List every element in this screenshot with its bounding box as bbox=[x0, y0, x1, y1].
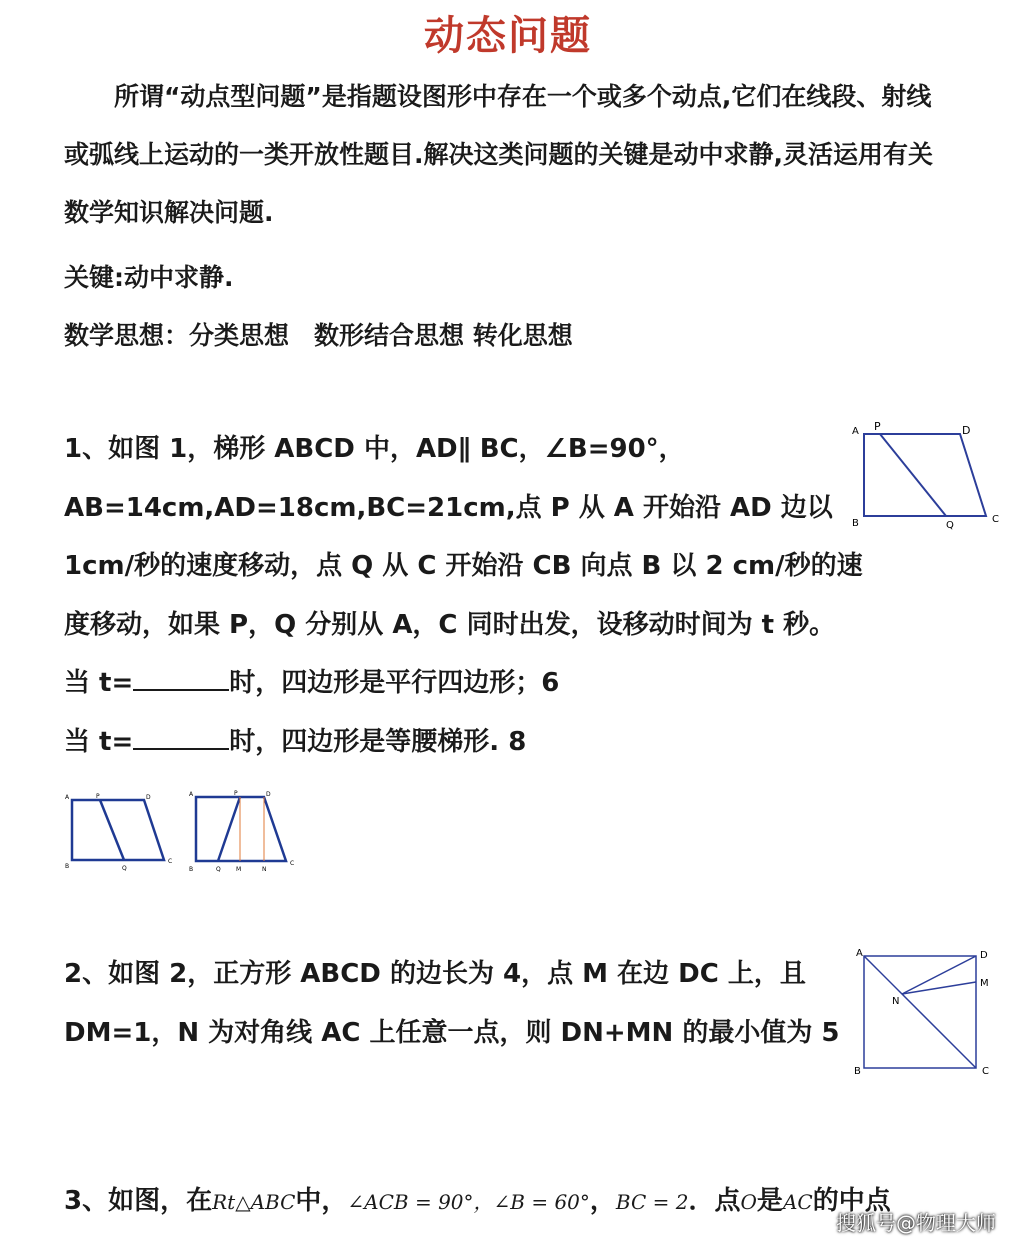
svg-text:P: P bbox=[96, 793, 100, 800]
fig1-label-a: A bbox=[852, 426, 859, 437]
question-2: 2、如图 2，正方形 ABCD 的边长为 4，点 M 在边 DC 上，且 DM=1，N 为对角线 AC 上任意一点，则 DN+MN 的最小值为 5 bbox=[64, 959, 840, 1048]
svg-text:P: P bbox=[234, 790, 238, 797]
answer-blank-1 bbox=[133, 669, 229, 691]
q3-prefix: 3、如图，在 bbox=[64, 1186, 213, 1216]
svg-text:A: A bbox=[189, 791, 194, 798]
fig2-label-c: C bbox=[982, 1066, 989, 1077]
q3-angles: ∠ACB = 90°，∠B = 60° bbox=[347, 1190, 590, 1214]
figure-1-isosceles-case bbox=[186, 787, 301, 877]
svg-text:C: C bbox=[290, 860, 295, 867]
fig2-label-b: B bbox=[854, 1066, 861, 1077]
question-1-answer-1 bbox=[64, 654, 954, 713]
svg-text:Q: Q bbox=[122, 865, 127, 872]
svg-text:N: N bbox=[262, 866, 267, 873]
figure-2-square bbox=[852, 944, 1002, 1079]
q3-point-o: O bbox=[740, 1190, 757, 1214]
svg-text:Q: Q bbox=[216, 866, 221, 873]
q3-suffix2: 是 bbox=[756, 1186, 783, 1216]
answer-2-prefix: 当 t= bbox=[64, 726, 134, 757]
key-line: 关键:动中求静. bbox=[64, 263, 234, 292]
watermark: 搜狐号@物理大师 bbox=[836, 1211, 996, 1235]
fig2-label-m: M bbox=[980, 978, 989, 989]
svg-text:D: D bbox=[146, 794, 151, 801]
question-1-text: 1、如图 1，梯形 ABCD 中，AD∥ BC，∠B=90°，AB=14cm,AD=18cm,BC=21cm,点 P 从 A 开始沿 AD 边以 1cm/秒的速度移动，点 Q 从 C 开始沿 CB 向点 B 以 2 cm/秒的速度移动，如果 P，Q 分别从 A，C 同时出发，设移动时间为 t 秒。 bbox=[64, 434, 863, 640]
svg-text:B: B bbox=[189, 866, 194, 873]
answer-1-prefix: 当 t= bbox=[64, 668, 134, 698]
question-3 bbox=[64, 1180, 944, 1217]
fig1-label-d: D bbox=[962, 424, 971, 437]
q3-sep: ， bbox=[589, 1186, 616, 1216]
answer-2-suffix: 时，四边形是等腰梯形. 8 bbox=[229, 726, 527, 757]
q3-bc: BC = 2 bbox=[615, 1190, 689, 1214]
fig2-label-n: N bbox=[892, 996, 900, 1007]
q3-triangle: Rt△ABC bbox=[212, 1190, 296, 1214]
answer-1-suffix: 时，四边形是平行四边形；6 bbox=[229, 668, 560, 698]
answer-blank-2 bbox=[133, 728, 229, 750]
q3-suffix1: ．点 bbox=[688, 1186, 741, 1216]
svg-text:M: M bbox=[236, 866, 242, 873]
svg-text:C: C bbox=[168, 858, 173, 865]
svg-text:B: B bbox=[65, 863, 70, 870]
fig1-label-q: Q bbox=[946, 520, 954, 531]
fig2-label-a: A bbox=[856, 948, 863, 959]
q3-mid: 中， bbox=[295, 1186, 348, 1216]
figure-1-parallelogram-case bbox=[62, 790, 182, 875]
intro-paragraph bbox=[64, 68, 954, 242]
q3-suffix3: 的中点 bbox=[812, 1186, 891, 1216]
intro-text: 所谓“动点型问题”是指题设图形中存在一个或多个动点,它们在线段、射线或弧线上运动的一类开放性题目.解决这类问题的关键是动中求静,灵活运用有关数学知识解决问题. bbox=[64, 82, 933, 227]
thoughts-line: 数学思想：分类思想 数形结合思想 转化思想 bbox=[64, 321, 573, 350]
svg-text:A: A bbox=[65, 794, 70, 801]
svg-text:D: D bbox=[266, 791, 271, 798]
fig2-label-d: D bbox=[980, 950, 988, 961]
question-1 bbox=[64, 420, 954, 771]
page-title: 动态问题 bbox=[424, 13, 592, 59]
figure-1-trapezoid bbox=[848, 418, 1008, 533]
q3-ac: AC bbox=[782, 1190, 813, 1214]
fig1-label-p: P bbox=[874, 420, 881, 433]
question-1-answer-2 bbox=[64, 713, 954, 772]
fig1-label-c: C bbox=[992, 514, 999, 525]
fig1-label-b: B bbox=[852, 518, 859, 529]
